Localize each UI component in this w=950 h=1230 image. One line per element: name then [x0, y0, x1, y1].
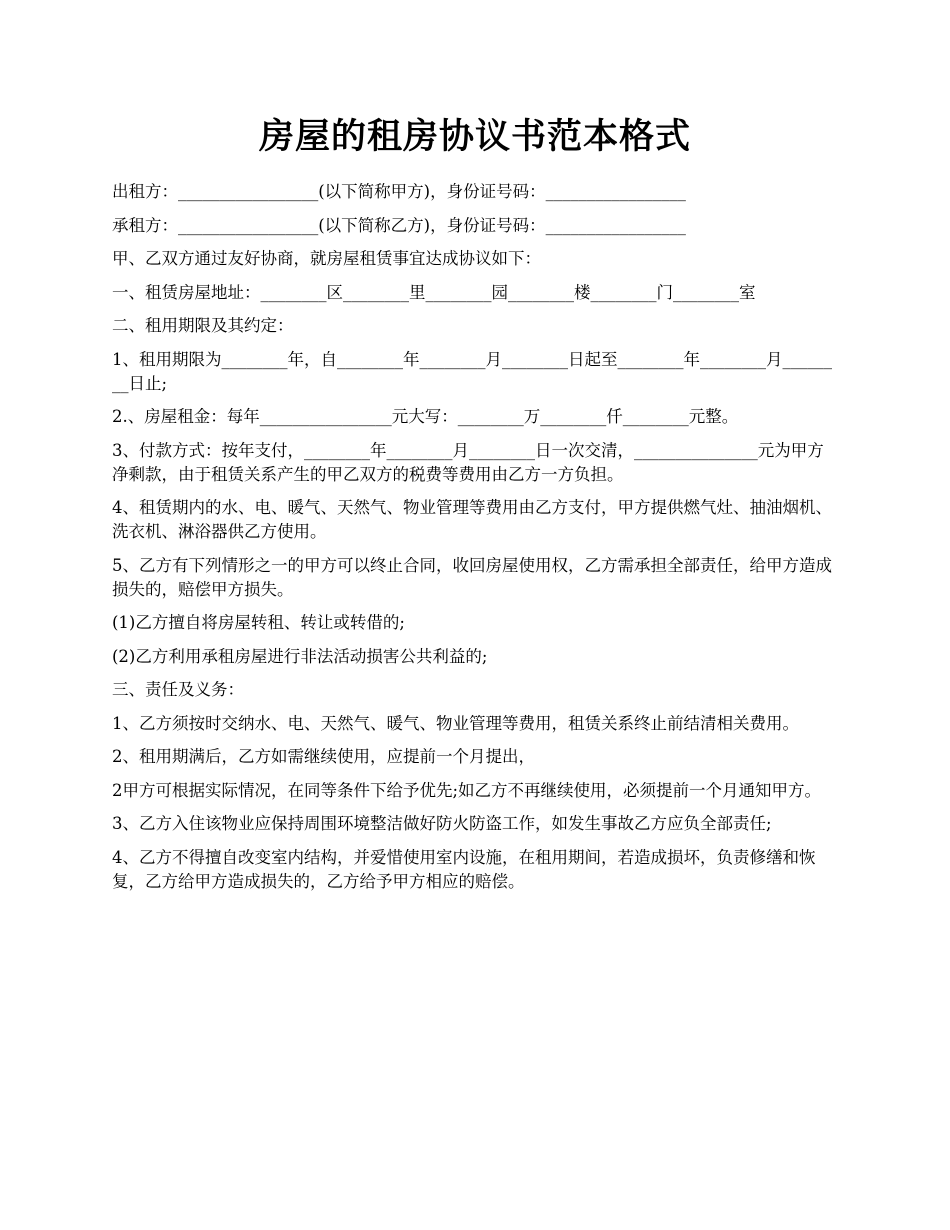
- document-body: [112, 180, 840, 903]
- paragraph-house-address: 一、租赁房屋地址：________区________里________园________楼________门________室: [112, 282, 756, 302]
- document-title: 房屋的租房协议书范本格式: [258, 116, 691, 157]
- paragraph-agreement-intro: 甲、乙双方通过友好协商，就房屋租赁事宜达成协议如下：: [112, 249, 541, 268]
- paragraph-clause-2: (2)乙方利用承租房屋进行非法活动损害公共利益的;: [112, 646, 488, 666]
- paragraph-duty-3: 3、乙方入住该物业应保持周围环境整洁做好防火防盗工作，如发生事故乙方应负全部责任;: [112, 814, 772, 833]
- paragraph-rent: 2.、房屋租金：每年________________元大写：________万________仟________元整。: [112, 407, 739, 426]
- paragraph-duty-4: 4、乙方不得擅自改变室内结构，并爱惜使用室内设施，在租用期间，若造成损坏，负责修缮和恢复，乙方给甲方造成损失的，乙方给予甲方相应的赔偿。: [112, 847, 816, 891]
- paragraph-lessor: 出租方：_________________(以下简称甲方)，身份证号码：_________________: [112, 182, 686, 201]
- paragraph-duties-heading: 三、责任及义务：: [112, 680, 244, 699]
- paragraph-termination: 5、乙方有下列情形之一的甲方可以终止合同，收回房屋使用权，乙方需承担全部责任，给甲方造成损失的，赔偿甲方损失。: [112, 555, 832, 599]
- paragraph-duty-1: 1、乙方须按时交纳水、电、天然气、暖气、物业管理等费用，租赁关系终止前结清相关费用。: [112, 713, 799, 733]
- paragraph-utilities: 4、租赁期内的水、电、暖气、天然气、物业管理等费用由乙方支付，甲方提供燃气灶、抽油烟机、洗衣机、淋浴器供乙方使用。: [112, 498, 832, 541]
- paragraph-duty-2-cont: 2甲方可根据实际情况，在同等条件下给予优先;如乙方不再继续使用，必须提前一个月通知甲方。: [112, 780, 822, 800]
- paragraph-duty-2: 2、租用期满后，乙方如需继续使用，应提前一个月提出，: [112, 747, 535, 766]
- paragraph-payment: 3、付款方式：按年支付，________年________月________日一次交清，_______________元为甲方净剩款，由于租赁关系产生的甲乙双方的税费等费用由乙方一方负担。: [112, 440, 824, 484]
- paragraph-clause-1: (1)乙方擅自将房屋转租、转让或转借的;: [112, 613, 405, 632]
- paragraph-term-heading: 二、租用期限及其约定：: [112, 316, 294, 335]
- paragraph-lessee: 承租方：_________________(以下简称乙方)，身份证号码：_________________: [112, 215, 686, 235]
- paragraph-term-period: 1、租用期限为________年，自________年________月________日起至________年________月________日止;: [112, 349, 832, 393]
